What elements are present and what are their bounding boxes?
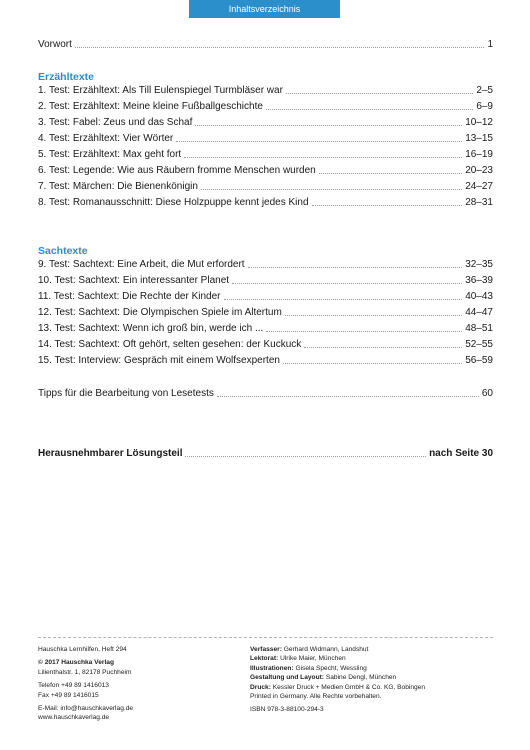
credit-author: Verfasser: Gerhard Widmann, Landshut [250,646,369,653]
dot-leader [176,141,462,142]
imprint-website[interactable]: www.hauschkaverlag.de [38,714,110,722]
section-heading-erzaehltexte: Erzähltexte [38,71,95,83]
toc-entry-title: 9. Test: Sachtext: Eine Arbeit, die Mut erfordert [38,259,245,270]
toc-entry-page: 1 [487,39,493,50]
toc-entry-preface[interactable] [38,38,493,51]
toc-entry-pages: 20–23 [465,165,493,176]
toc-entry-title: Vorwort [38,39,72,50]
toc-entry[interactable] [38,290,493,303]
imprint-isbn: ISBN 978-3-88100-294-3 [250,706,324,714]
dot-leader [304,347,462,348]
toc-entry-title: Tipps für die Bearbeitung von Lesetests [38,388,214,399]
credit-layout: Gestaltung und Layout: Sabine Dengl, München [250,674,397,682]
imprint-printed-note: Printed in Germany. Alle Rechte vorbehalten. [250,693,382,701]
toc-entry-pages: 32–35 [465,259,493,270]
toc-entry-title: 3. Test: Fabel: Zeus und das Schaf [38,117,193,128]
toc-entry[interactable] [38,322,493,335]
toc-entry[interactable] [38,338,493,351]
toc-entry-pages: 24–27 [465,181,493,192]
toc-entry-tips[interactable] [38,387,493,400]
toc-entry-title: 12. Test: Sachtext: Die Olympischen Spiele im Altertum [38,307,282,318]
imprint-divider [38,637,493,638]
credit-illustrations: Illustrationen: Gisela Specht, Wessling [250,664,367,672]
toc-entry-pages: 10–12 [465,117,493,128]
dot-leader [266,109,473,110]
dot-leader [248,267,463,268]
dot-leader [319,173,462,174]
toc-entry[interactable] [38,84,493,97]
toc-entry-page: nach Seite 30 [429,448,493,459]
toc-entry-pages: 52–55 [465,339,493,350]
section-tab-label: Inhaltsverzeichnis [228,4,301,14]
imprint-email[interactable]: E-Mail: info@hauschkaverlag.de [38,705,134,713]
dot-leader [286,93,473,94]
toc-entry-solutions[interactable] [38,447,493,460]
toc-entry-title: 8. Test: Romanausschnitt: Diese Holzpuppe kennt jedes Kind [38,197,309,208]
toc-entry[interactable] [38,100,493,113]
toc-entry-title: 4. Test: Erzähltext: Vier Wörter [38,133,174,144]
toc-entry[interactable] [38,180,493,193]
toc-entry-title: 2. Test: Erzähltext: Meine kleine Fußballgeschichte [38,101,263,112]
section-heading-sachtexte: Sachtexte [38,245,88,257]
imprint-address: Lilienthalstr. 1, 82178 Puchheim [38,668,132,676]
dot-leader [283,363,462,364]
dot-leader [217,396,479,397]
dot-leader [232,283,462,284]
toc-entry-pages: 28–31 [465,197,493,208]
imprint-fax: Fax +49 89 1416015 [38,691,99,699]
toc-entry-pages: 2–5 [476,85,493,96]
toc-entry[interactable] [38,132,493,145]
toc-entry-title: 10. Test: Sachtext: Ein interessanter Planet [38,275,230,286]
toc-entry-pages: 44–47 [465,307,493,318]
toc-entry-title: 15. Test: Interview: Gespräch mit einem Wolfsexperten [38,355,280,366]
toc-entry-title: 11. Test: Sachtext: Die Rechte der Kinder [38,291,221,302]
toc-entry-pages: 6–9 [476,101,493,112]
toc-entry[interactable] [38,258,493,271]
toc-entry-pages: 16–19 [465,149,493,160]
toc-entry-pages: 56–59 [465,355,493,366]
toc-entry[interactable] [38,196,493,209]
toc-entry[interactable] [38,306,493,319]
imprint-phone: Telefon +49 89 1416013 [38,682,109,690]
toc-entry[interactable] [38,274,493,287]
toc-entry[interactable] [38,354,493,367]
dot-leader [266,331,462,332]
toc-entry[interactable] [38,148,493,161]
toc-entry-title: Herausnehmbarer Lösungsteil [38,448,183,459]
toc-entry-title: 7. Test: Märchen: Die Bienenkönigin [38,181,198,192]
dot-leader [201,189,462,190]
toc-entry[interactable] [38,164,493,177]
toc-entry-title: 5. Test: Erzähltext: Max geht fort [38,149,182,160]
credit-print: Druck: Kessler Druck + Medien GmbH & Co. KG, Bobingen [250,683,426,691]
toc-entry-pages: 48–51 [465,323,493,334]
dot-leader [75,47,485,48]
dot-leader [185,456,426,457]
dot-leader [312,205,463,206]
imprint-copyright: © 2017 Hauschka Verlag [38,659,114,667]
toc-entry-page: 60 [481,388,493,399]
toc-entry-title: 14. Test: Sachtext: Oft gehört, selten gesehen: der Kuckuck [38,339,302,350]
dot-leader [285,315,462,316]
imprint-publisher [38,645,133,723]
toc-entry-title: 1. Test: Erzähltext: Als Till Eulenspiegel Turmbläser war [38,85,283,96]
toc-entry-title: 6. Test: Legende: Wie aus Räubern fromme Menschen wurden [38,165,316,176]
dot-leader [195,125,462,126]
toc-entry-pages: 40–43 [465,291,493,302]
imprint-series: Hauschka Lernhilfen, Heft 294 [38,646,127,653]
credit-editor: Lektorat: Ulrike Maier, München [250,655,346,663]
dot-leader [184,157,462,158]
toc-entry[interactable] [38,116,493,129]
toc-entry-pages: 13–15 [465,133,493,144]
toc-entry-title: 13. Test: Sachtext: Wenn ich groß bin, werde ich ... [38,323,264,334]
imprint-credits [250,645,425,715]
toc-entry-pages: 36–39 [465,275,493,286]
dot-leader [224,299,463,300]
section-tab [189,0,340,18]
